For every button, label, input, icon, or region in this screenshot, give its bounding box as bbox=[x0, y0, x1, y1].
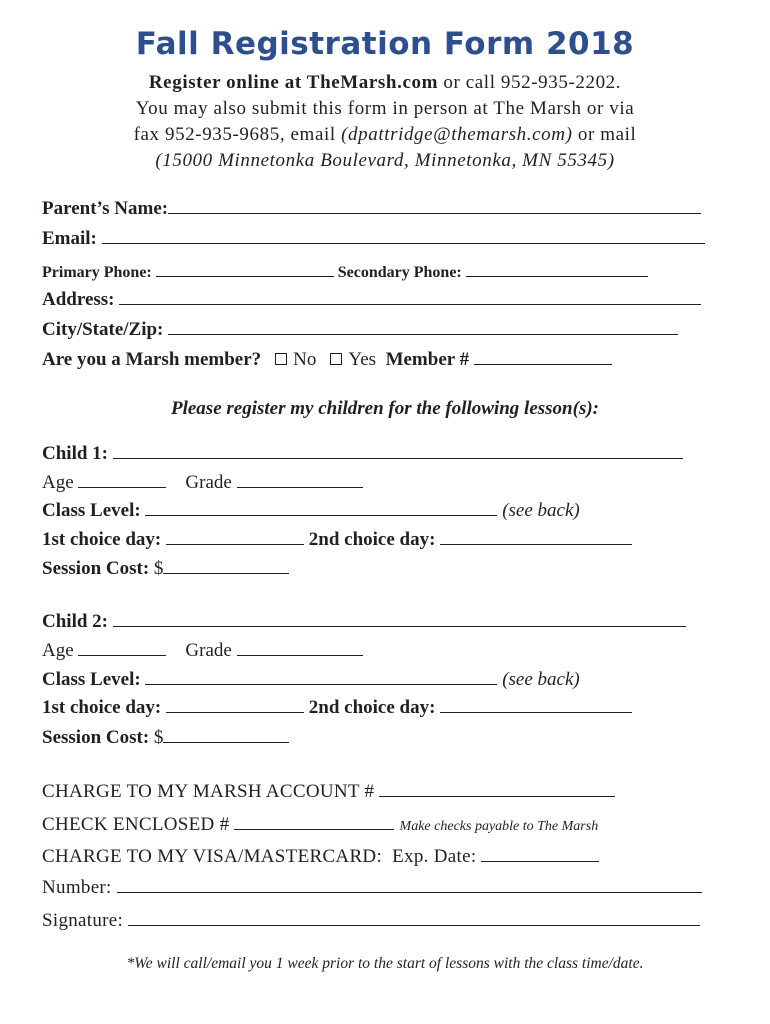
call-text: or call 952-935-2202. bbox=[438, 72, 622, 93]
child-2-second-choice-label: 2nd choice day: bbox=[308, 697, 436, 718]
child-2-name-field[interactable] bbox=[113, 611, 686, 627]
child-1-session-cost-label: Session Cost: bbox=[42, 558, 150, 579]
child-2-days-row bbox=[42, 697, 632, 719]
member-number-field[interactable] bbox=[474, 349, 612, 365]
child-2-second-choice-field[interactable] bbox=[440, 697, 632, 713]
mailing-address: (15000 Minnetonka Boulevard, Minnetonka, MN 55345) bbox=[155, 150, 615, 171]
child-2-class-level-field[interactable] bbox=[145, 669, 497, 685]
exp-date-label: Exp. Date: bbox=[392, 846, 477, 867]
child-1-class-level-field[interactable] bbox=[145, 500, 497, 516]
signature-field[interactable] bbox=[128, 910, 700, 926]
child-1-age-field[interactable] bbox=[78, 472, 166, 488]
child-1-days-row bbox=[42, 529, 632, 551]
parent-name-row bbox=[42, 198, 701, 220]
address-field[interactable] bbox=[119, 289, 701, 305]
member-number-label: Member # bbox=[385, 349, 470, 370]
register-online-text: Register online at TheMarsh.com bbox=[148, 72, 439, 93]
member-row bbox=[42, 349, 612, 371]
child-1-grade-field[interactable] bbox=[237, 472, 363, 488]
child-2-age-label: Age bbox=[42, 640, 74, 661]
child-2-see-back: (see back) bbox=[502, 669, 580, 690]
child-1-row bbox=[42, 443, 683, 465]
check-enclosed-row bbox=[42, 814, 598, 836]
child-2-dollar-sign: $ bbox=[153, 727, 164, 748]
fax-text: fax 952-935-9685, email bbox=[133, 124, 342, 145]
child-1-dollar-sign: $ bbox=[153, 558, 164, 579]
child-2-age-field[interactable] bbox=[78, 640, 166, 656]
child-2-age-row bbox=[42, 640, 363, 662]
child-2-session-cost-label: Session Cost: bbox=[42, 727, 150, 748]
charge-card-row bbox=[42, 846, 599, 868]
child-2-session-cost-field[interactable] bbox=[163, 727, 289, 743]
intro-line-2: You may also submit this form in person at The Marsh or via bbox=[135, 98, 635, 119]
check-payable-note: Make checks payable to The Marsh bbox=[399, 819, 599, 834]
exp-date-field[interactable] bbox=[481, 846, 599, 862]
intro-line-1 bbox=[0, 72, 770, 94]
charge-account-field[interactable] bbox=[379, 781, 615, 797]
signature-row bbox=[42, 910, 700, 932]
email-row bbox=[42, 228, 705, 250]
primary-phone-label: Primary Phone: bbox=[42, 264, 152, 281]
child-2-first-choice-label: 1st choice day: bbox=[42, 697, 162, 718]
child-1-session-cost-field[interactable] bbox=[163, 558, 289, 574]
member-yes-checkbox[interactable] bbox=[330, 353, 342, 365]
city-state-zip-row bbox=[42, 319, 678, 341]
child-1-second-choice-label: 2nd choice day: bbox=[308, 529, 436, 550]
child-1-see-back: (see back) bbox=[502, 500, 580, 521]
city-state-zip-field[interactable] bbox=[168, 319, 678, 335]
form-title: Fall Registration Form 2018 bbox=[135, 26, 635, 62]
child-1-cost-row bbox=[42, 558, 289, 580]
parent-name-field[interactable] bbox=[168, 198, 701, 214]
phone-row bbox=[42, 261, 648, 282]
card-number-row bbox=[42, 877, 702, 899]
child-1-age-row bbox=[42, 472, 363, 494]
child-1-second-choice-field[interactable] bbox=[440, 529, 632, 545]
email-field[interactable] bbox=[102, 228, 705, 244]
child-2-cost-row bbox=[42, 727, 289, 749]
signature-label: Signature: bbox=[42, 910, 124, 931]
charge-account-label: CHARGE TO MY MARSH ACCOUNT # bbox=[42, 781, 375, 802]
parent-name-label: Parent’s Name: bbox=[42, 198, 169, 219]
child-1-age-label: Age bbox=[42, 472, 74, 493]
lessons-heading: Please register my children for the following lesson(s): bbox=[170, 398, 599, 419]
footnote: *We will call/email you 1 week prior to the start of lessons with the class time/date. bbox=[126, 955, 644, 972]
member-question: Are you a Marsh member? bbox=[42, 349, 262, 370]
address-label: Address: bbox=[42, 289, 115, 310]
child-1-class-level-label: Class Level: bbox=[42, 500, 141, 521]
intro-line-3 bbox=[0, 124, 770, 146]
check-number-field[interactable] bbox=[234, 814, 394, 830]
child-2-grade-label: Grade bbox=[185, 640, 232, 661]
card-number-label: Number: bbox=[42, 877, 112, 898]
email-label: Email: bbox=[42, 228, 97, 249]
child-1-first-choice-label: 1st choice day: bbox=[42, 529, 162, 550]
primary-phone-field[interactable] bbox=[156, 261, 334, 277]
child-2-grade-field[interactable] bbox=[237, 640, 363, 656]
child-2-class-row bbox=[42, 669, 580, 691]
mail-text: or mail bbox=[572, 124, 637, 145]
child-1-grade-label: Grade bbox=[185, 472, 232, 493]
city-state-zip-label: City/State/Zip: bbox=[42, 319, 164, 340]
child-2-label: Child 2: bbox=[42, 611, 108, 632]
member-yes-label: Yes bbox=[348, 349, 377, 370]
email-address: (dpattridge@themarsh.com) bbox=[341, 124, 573, 145]
charge-card-label: CHARGE TO MY VISA/MASTERCARD: bbox=[42, 846, 383, 867]
child-2-row bbox=[42, 611, 686, 633]
charge-account-row bbox=[42, 781, 615, 803]
child-1-name-field[interactable] bbox=[113, 443, 683, 459]
card-number-field[interactable] bbox=[117, 877, 702, 893]
secondary-phone-field[interactable] bbox=[466, 261, 648, 277]
child-2-class-level-label: Class Level: bbox=[42, 669, 141, 690]
check-enclosed-label: CHECK ENCLOSED # bbox=[42, 814, 230, 835]
child-2-first-choice-field[interactable] bbox=[166, 697, 304, 713]
secondary-phone-label: Secondary Phone: bbox=[337, 264, 462, 281]
child-1-first-choice-field[interactable] bbox=[166, 529, 304, 545]
member-no-checkbox[interactable] bbox=[275, 353, 287, 365]
address-row bbox=[42, 289, 701, 311]
child-1-class-row bbox=[42, 500, 580, 522]
member-no-label: No bbox=[293, 349, 317, 370]
child-1-label: Child 1: bbox=[42, 443, 108, 464]
